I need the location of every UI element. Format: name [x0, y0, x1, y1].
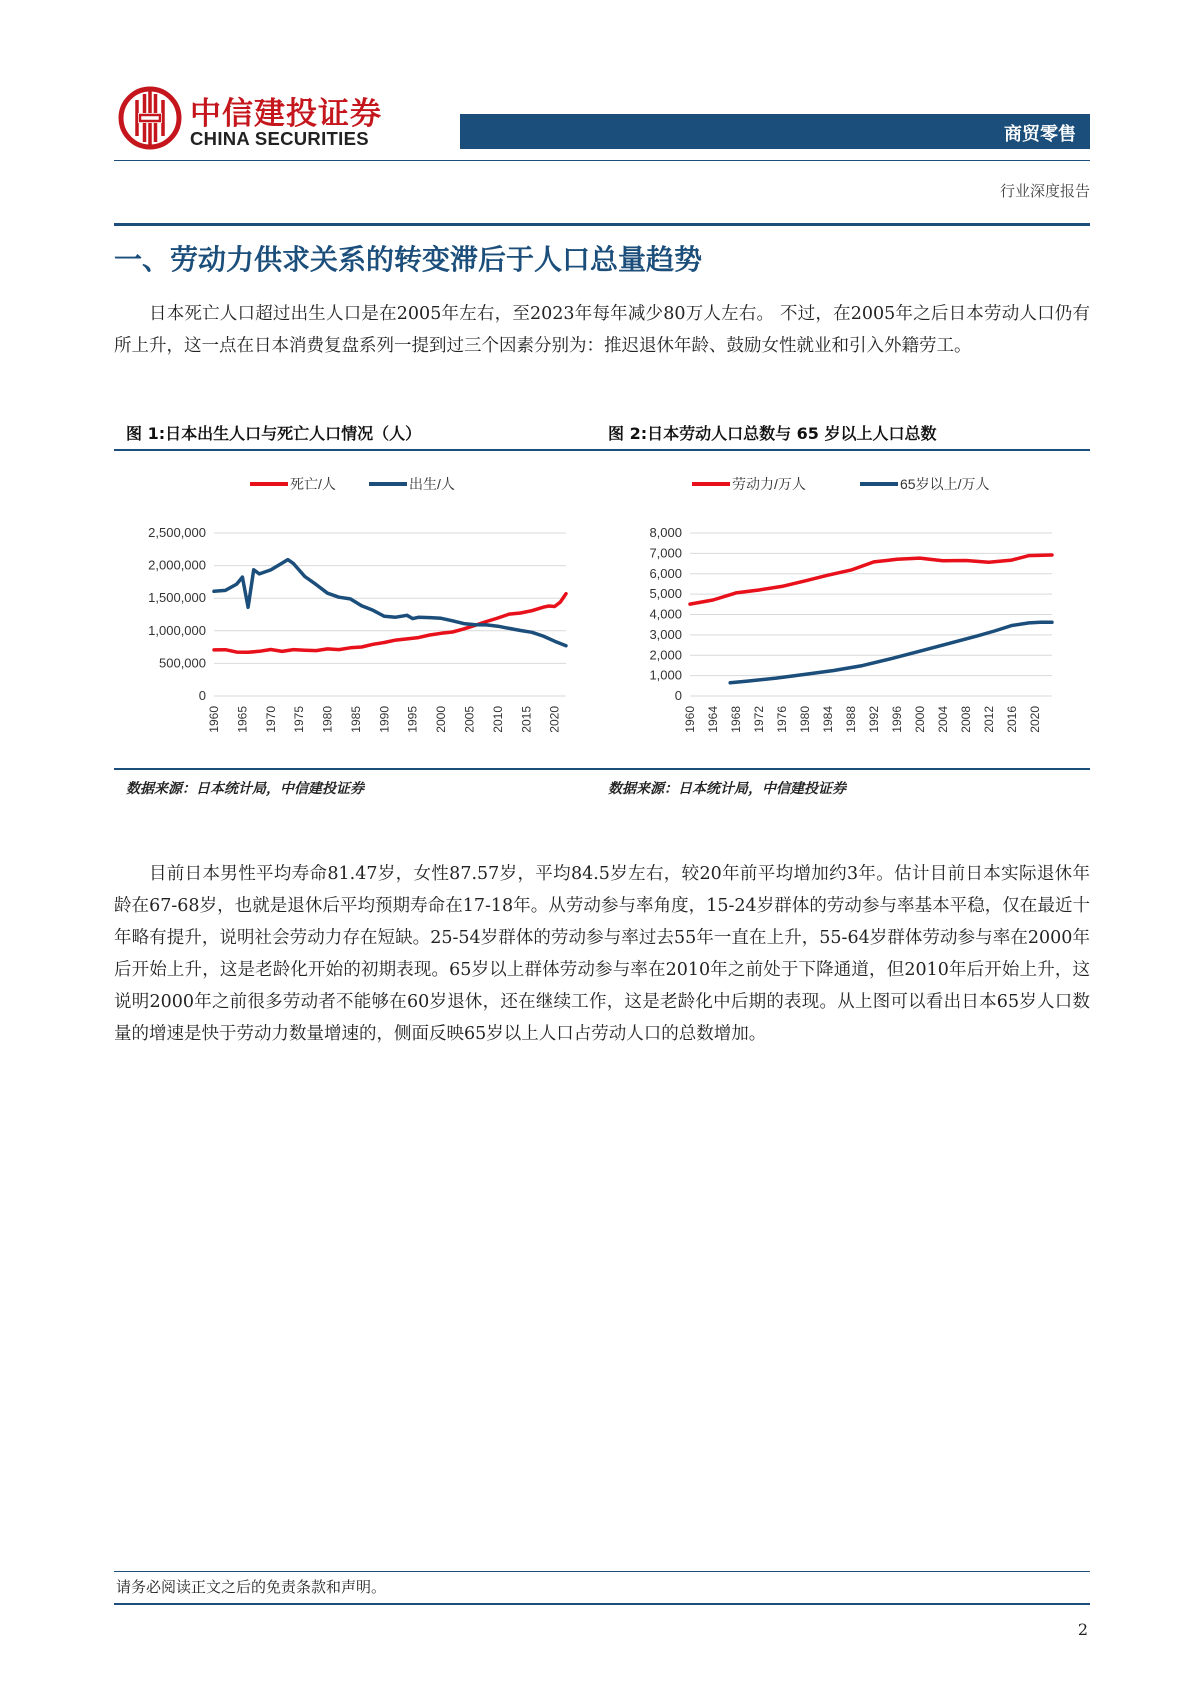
- chart2-y-tick-label: 8,000: [649, 525, 682, 540]
- figure-bottom-divider: [114, 768, 1090, 770]
- chart2-x-tick-label: 2008: [958, 706, 973, 733]
- chart1-x-tick-label: 1960: [207, 706, 221, 733]
- chart2-y-tick-label: 6,000: [649, 565, 682, 581]
- chart2-x-tick-label: 2020: [1027, 706, 1042, 733]
- chart1-x-tick-label: 1970: [263, 706, 278, 733]
- header-divider: [114, 160, 1090, 161]
- chart2-x-tick-label: 1988: [843, 706, 858, 733]
- figure-top-divider: [114, 449, 1090, 451]
- chart1-x-tick-label: 1990: [377, 706, 392, 733]
- chart2-legend-label-1: 65岁以上/万人: [900, 476, 990, 492]
- chart1-y-tick-label: 0: [198, 688, 206, 703]
- chart2-x-tick-label: 1968: [728, 706, 743, 733]
- footer-divider-top: [114, 1571, 1090, 1572]
- sector-label: 商贸零售: [1004, 124, 1076, 145]
- chart2-x-tick-label: 1984: [820, 706, 835, 733]
- chart2-x-tick-label: 2004: [935, 706, 950, 733]
- section-title: 一、劳动力供求关系的转变滞后于人口总量趋势: [114, 243, 703, 276]
- chart-births-deaths: [114, 470, 594, 760]
- figure-1-source: 数据来源：日本统计局，中信建投证券: [126, 781, 364, 797]
- figure-1-title: 图 1:日本出生人口与死亡人口情况（人）: [126, 424, 422, 443]
- chart2-x-tick-label: 1976: [774, 706, 789, 733]
- chart1-x-tick-label: 2005: [462, 706, 477, 733]
- report-type: 行业深度报告: [999, 182, 1090, 200]
- section-divider: [114, 223, 1090, 226]
- paragraph-2: 目前日本男性平均寿命81.47岁，女性87.57岁，平均84.5岁左右，较20年前平均增加约3年。估计目前日本实际退休年龄在67-68岁，也就是退休后平均预期寿命在17-18年。从劳动参与率角度，15-24岁群体的劳动参与率基本平稳，仅在最近十年略有提升，说明社会劳动力存在短缺。25-54岁群体的劳动参与率过去55年一直在上升，55-64岁群体劳动参与率在2000年后开始上升，这是老龄化开始的初期表现。65岁以上群体劳动参与率在2010年之前处于下降通道，但2010年后开始上升，这说明2000年之前很多劳动者不能够在60岁退休，还在继续工作，这是老龄化中后期的表现。从上图可以看出日本65岁人口数量的增速是快于劳动力数量增速的，侧面反映65岁以上人口占劳动人口的总数增加。: [114, 864, 1090, 1044]
- chart1-series-line-1: [214, 560, 566, 646]
- page-number: 2: [1077, 1620, 1088, 1639]
- chart2-y-tick-label: 7,000: [649, 545, 682, 561]
- chart2-series-line-1: [730, 622, 1052, 683]
- chart2-x-tick-label: 1996: [889, 706, 904, 733]
- chart1-x-tick-label: 1965: [235, 706, 250, 733]
- chart1-legend-label-1: 出生/人: [409, 476, 455, 492]
- chart-labor-elderly: [604, 470, 1084, 760]
- chart1-x-tick-label: 2010: [490, 706, 505, 733]
- chart1-y-tick-label: 500,000: [159, 655, 206, 671]
- figure-2-source: 数据来源：日本统计局，中信建投证券: [608, 781, 846, 797]
- chart2-y-tick-label: 2,000: [649, 647, 682, 663]
- chart2-y-tick-label: 1,000: [649, 667, 682, 683]
- chart2-y-tick-label: 4,000: [649, 606, 682, 622]
- chart2-y-tick-label: 0: [674, 688, 682, 703]
- brand-name-en: CHINA SECURITIES: [190, 128, 369, 149]
- chart1-x-tick-label: 1995: [405, 706, 420, 733]
- sector-banner: [460, 114, 1090, 149]
- chart1-x-tick-label: 1985: [348, 706, 363, 733]
- chart2-x-tick-label: 1992: [866, 706, 881, 733]
- chart2-series-line-0: [690, 555, 1052, 604]
- chart2-y-tick-label: 3,000: [649, 626, 682, 642]
- china-securities-logo-icon: [118, 86, 182, 150]
- chart1-series-line-0: [214, 594, 566, 653]
- chart1-y-tick-label: 1,500,000: [148, 590, 206, 606]
- chart2-x-tick-label: 2012: [981, 706, 996, 733]
- chart1-legend-label-0: 死亡/人: [290, 476, 336, 492]
- chart1-x-tick-label: 1980: [320, 706, 335, 733]
- chart1-x-tick-label: 2020: [547, 706, 562, 733]
- chart2-x-tick-label: 1980: [797, 706, 812, 733]
- chart2-x-tick-label: 1972: [751, 706, 766, 733]
- figure-2-title: 图 2:日本劳动人口总数与 65 岁以上人口总数: [608, 424, 937, 443]
- chart1-y-tick-label: 1,000,000: [148, 622, 206, 638]
- chart2-y-tick-label: 5,000: [649, 586, 682, 602]
- disclaimer: 请务必阅读正文之后的免责条款和声明。: [116, 1578, 387, 1596]
- chart2-x-tick-label: 1960: [683, 706, 697, 733]
- brand-name-cn: 中信建投证券: [190, 96, 382, 132]
- chart1-y-tick-label: 2,000,000: [148, 557, 206, 573]
- chart2-x-tick-label: 1964: [705, 706, 720, 733]
- chart1-y-tick-label: 2,500,000: [148, 525, 206, 540]
- footer-divider-bottom: [114, 1603, 1090, 1605]
- paragraph-1: 日本死亡人口超过出生人口是在2005年左右，至2023年每年减少80万人左右。 不过，在2005年之后日本劳动人口仍有所上升，这一点在日本消费复盘系列一提到过三个因素分别为：推迟退休年龄、鼓励女性就业和引入外籍劳工。: [114, 304, 1090, 356]
- chart2-legend-label-0: 劳动力/万人: [732, 476, 806, 492]
- chart1-x-tick-label: 1975: [292, 706, 307, 733]
- chart1-x-tick-label: 2000: [434, 706, 449, 733]
- chart1-x-tick-label: 2015: [519, 706, 534, 733]
- chart2-x-tick-label: 2000: [912, 706, 927, 733]
- chart2-x-tick-label: 2016: [1004, 706, 1019, 733]
